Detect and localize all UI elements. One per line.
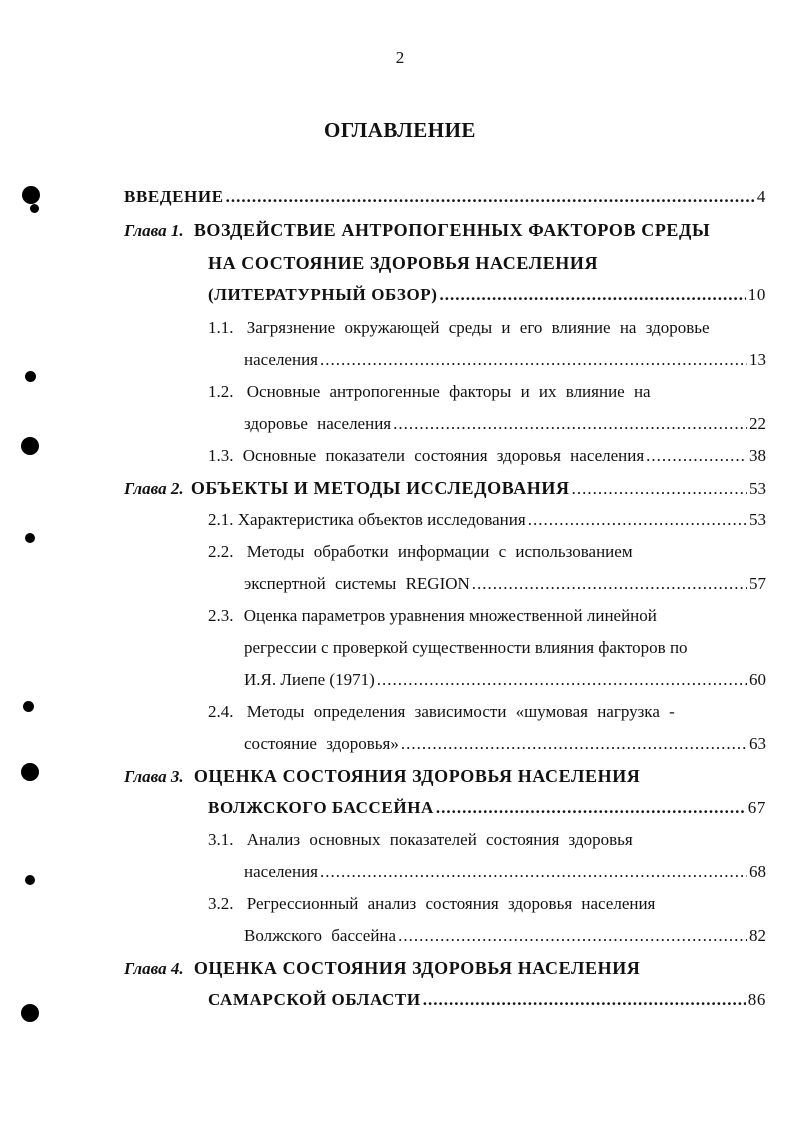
page-ref: 4 xyxy=(756,187,766,206)
punch-hole-mark xyxy=(23,701,34,712)
page-ref: 22 xyxy=(749,414,766,433)
toc-entry-1-3[interactable]: 1.3. Основные показатели состояния здоровья населения ..... 38 xyxy=(208,445,766,467)
page-title: ОГЛАВЛЕНИЕ xyxy=(324,118,476,142)
section-2-2-heading[interactable]: 2.2. Методы обработки информации с использованием xyxy=(208,542,633,561)
toc-entry-2-2[interactable]: экспертной системы REGION ..... 57 xyxy=(244,573,766,595)
page-ref: 10 xyxy=(747,285,766,304)
section-1-1-heading[interactable]: 1.1. Загрязнение окружающей среды и его влияние на здоровье xyxy=(208,318,710,337)
chapter-prefix: Глава 1. xyxy=(124,221,184,240)
section-2-3-line: регрессии с проверкой существенности влияния факторов по xyxy=(244,638,688,657)
leader-dots xyxy=(423,989,746,1011)
leader-dots xyxy=(377,669,747,691)
section-2-4-heading[interactable]: 2.4. Методы определения зависимости «шумовая нагрузка - xyxy=(208,702,675,721)
page-ref: 82 xyxy=(749,926,766,945)
leader-dots xyxy=(440,284,746,306)
section-3-1-heading[interactable]: 3.1. Анализ основных показателей состояния здоровья xyxy=(208,830,633,849)
leader-dots xyxy=(226,186,755,208)
page-ref: 86 xyxy=(747,990,766,1009)
chapter-1-heading[interactable]: Глава 1. ВОЗДЕЙСТВИЕ АНТРОПОГЕННЫХ ФАКТОРОВ СРЕДЫ xyxy=(124,220,711,240)
page-ref: 13 xyxy=(749,350,766,369)
page-ref: 53 xyxy=(749,479,766,498)
punch-hole-mark xyxy=(22,186,40,204)
punch-hole-mark xyxy=(25,533,35,543)
toc-entry-1-1[interactable]: населения ..... 13 xyxy=(244,349,766,371)
section-1-2-heading[interactable]: 1.2. Основные антропогенные факторы и их влияние на xyxy=(208,382,651,401)
toc-entry-chapter-2[interactable]: Глава 2. ОБЪЕКТЫ И МЕТОДЫ ИССЛЕДОВАНИЯ ..... 53 xyxy=(124,477,766,500)
toc-entry-chapter-1[interactable]: (ЛИТЕРАТУРНЫЙ ОБЗОР) ..... 10 xyxy=(208,284,766,306)
toc-entry-1-2[interactable]: здоровье населения ..... 22 xyxy=(244,413,766,435)
leader-dots xyxy=(320,349,747,371)
toc-entry-chapter-3[interactable]: ВОЛЖСКОГО БАССЕЙНА ..... 67 xyxy=(208,797,766,819)
page-ref: 63 xyxy=(749,734,766,753)
chapter-prefix: Глава 4. xyxy=(124,959,184,978)
punch-hole-mark xyxy=(25,371,36,382)
page-ref: 60 xyxy=(749,670,766,689)
punch-hole-mark xyxy=(21,763,39,781)
toc-entry-3-1[interactable]: населения ..... 68 xyxy=(244,861,766,883)
page-ref: 53 xyxy=(749,510,766,529)
page-ref: 68 xyxy=(749,862,766,881)
leader-dots xyxy=(398,925,747,947)
chapter-prefix: Глава 2. xyxy=(124,479,184,498)
punch-hole-mark xyxy=(30,204,39,213)
punch-hole-mark xyxy=(25,875,35,885)
leader-dots xyxy=(572,478,747,500)
page-number: 2 xyxy=(395,48,405,67)
leader-dots xyxy=(401,733,747,755)
chapter-1-title-line: НА СОСТОЯНИЕ ЗДОРОВЬЯ НАСЕЛЕНИЯ xyxy=(208,253,599,273)
toc-entry-introduction[interactable]: ВВЕДЕНИЕ ..... 4 xyxy=(124,186,766,208)
leader-dots xyxy=(646,445,747,467)
toc-entry-2-3[interactable]: И.Я. Лиепе (1971) ..... 60 xyxy=(244,669,766,691)
chapter-3-heading[interactable]: Глава 3. ОЦЕНКА СОСТОЯНИЯ ЗДОРОВЬЯ НАСЕЛЕНИЯ xyxy=(124,766,641,786)
leader-dots xyxy=(393,413,747,435)
page-ref: 67 xyxy=(747,798,766,817)
page-ref: 57 xyxy=(749,574,766,593)
leader-dots xyxy=(528,509,747,531)
leader-dots xyxy=(472,573,747,595)
section-2-3-heading[interactable]: 2.3. Оценка параметров уравнения множественной линейной xyxy=(208,606,657,625)
chapter-4-heading[interactable]: Глава 4. ОЦЕНКА СОСТОЯНИЯ ЗДОРОВЬЯ НАСЕЛЕНИЯ xyxy=(124,958,641,978)
toc-entry-chapter-4[interactable]: САМАРСКОЙ ОБЛАСТИ ..... 86 xyxy=(208,989,766,1011)
leader-dots xyxy=(436,797,746,819)
toc-entry-3-2[interactable]: Волжского бассейна ..... 82 xyxy=(244,925,766,947)
toc-entry-2-1[interactable]: 2.1. Характеристика объектов исследования ..... 53 xyxy=(208,509,766,531)
toc-entry-2-4[interactable]: состояние здоровья» ..... 63 xyxy=(244,733,766,755)
section-3-2-heading[interactable]: 3.2. Регрессионный анализ состояния здоровья населения xyxy=(208,894,656,913)
punch-hole-mark xyxy=(21,437,39,455)
punch-hole-mark xyxy=(21,1004,39,1022)
chapter-prefix: Глава 3. xyxy=(124,767,184,786)
leader-dots xyxy=(320,861,747,883)
page-ref: 38 xyxy=(749,446,766,465)
